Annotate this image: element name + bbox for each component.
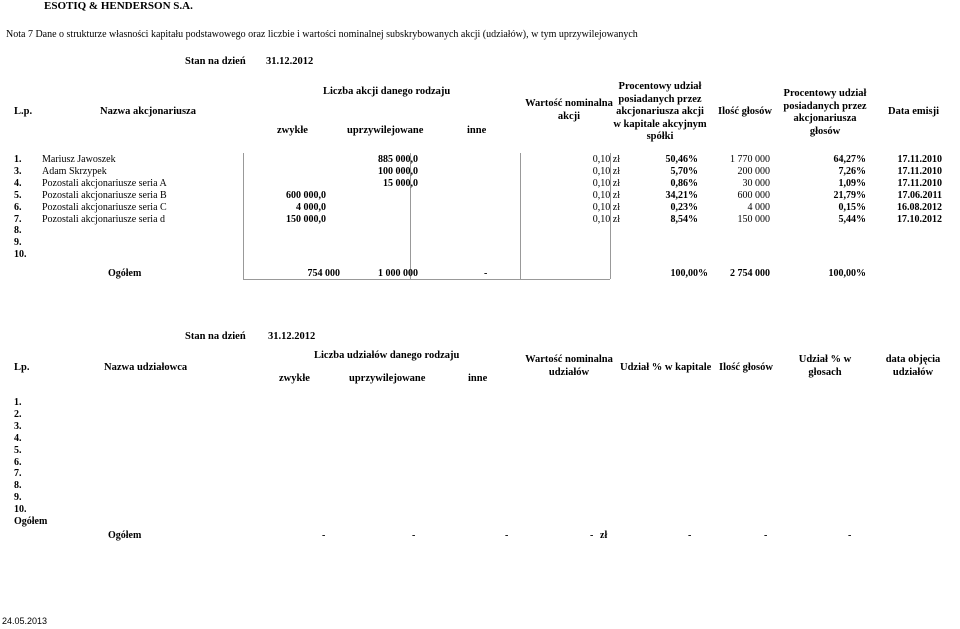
t1-cell-ilosc: 4 000: [747, 201, 770, 213]
t1-cell-name: Pozostali akcjonariusze seria B: [42, 189, 167, 201]
t1-cell-data: 17.11.2010: [897, 165, 942, 177]
t2-h-proc-gl: Udział % w głosach: [798, 354, 852, 378]
t1-cell-proc-kap: 0,86%: [670, 177, 698, 189]
t1-cell-name: Pozostali akcjonariusze seria A: [42, 177, 167, 189]
t2-total-label: Ogółem: [108, 530, 142, 541]
t1-cell-ilosc: 600 000: [737, 189, 770, 201]
t1-cell-wartosc: 0,10 zł: [592, 213, 620, 225]
table-row: 9.: [14, 492, 22, 504]
t2-h-uprz: uprzywilejowane: [349, 373, 426, 384]
t1-cell-uprz: 100 000,0: [378, 165, 418, 177]
table-row: 7.: [14, 468, 22, 480]
table-row: 4.: [14, 432, 22, 444]
table-row: 3.: [14, 420, 22, 432]
footer-date: 24.05.2013: [2, 616, 48, 626]
t2-h-wartosc: Wartość nominalna udziałów: [525, 354, 613, 378]
table-row: Ogółem: [14, 516, 48, 527]
t1-cell-proc-kap: 5,70%: [670, 165, 698, 177]
t1-h-zwykle: zwykłe: [277, 125, 308, 136]
t2-h-data: data objęcia udziałów: [885, 354, 941, 378]
t2-stan-date: 31.12.2012: [268, 331, 316, 342]
table-row: 5.: [14, 444, 22, 456]
t1-cell-proc-gl: 21,79%: [833, 189, 866, 201]
t1-cell-name: Adam Skrzypek: [42, 165, 107, 177]
t1-h-proc-gl: Procentowy udział posiadanych przez akcjonariusza głosów: [783, 88, 867, 137]
t2-total-uprz: -: [412, 530, 416, 541]
t1-h-group: Liczba akcji danego rodzaju: [323, 86, 451, 97]
t2-h-lp: Lp.: [14, 362, 30, 373]
table-row: 1.: [14, 397, 22, 408]
t1-cell-proc-gl: 0,15%: [838, 201, 866, 213]
t1-cell-name: Pozostali akcjonariusze seria C: [42, 201, 167, 213]
t1-total-proc-gl: 100,00%: [828, 268, 866, 279]
t1-total-ilosc: 2 754 000: [730, 268, 770, 279]
t1-cell-lp: 7.: [14, 213, 22, 225]
t1-h-data: Data emisji: [888, 106, 940, 117]
t1-stan-date: 31.12.2012: [266, 56, 314, 67]
table-row: 2.: [14, 408, 22, 420]
t2-total-wartosc: -: [590, 530, 594, 541]
t2-h-proc-kap: Udział % w kapitale: [620, 362, 712, 373]
t1-cell-data: 17.06.2011: [897, 189, 942, 201]
t1-cell-data: 17.11.2010: [897, 177, 942, 189]
t1-cell-data: 16.08.2012: [897, 201, 942, 213]
t1-cell-lp: 1.: [14, 154, 22, 165]
t2-h-name: Nazwa udziałowca: [104, 362, 188, 373]
t1-cell-uprz: 15 000,0: [383, 177, 418, 189]
t1-stan-label: Stan na dzień: [185, 56, 246, 67]
t1-cell-wartosc: 0,10 zł: [592, 165, 620, 177]
t1-h-wartosc: Wartość nominalna akcji: [525, 98, 613, 122]
t2-total-zwykle: -: [322, 530, 326, 541]
t1-cell-proc-gl: 64,27%: [833, 154, 866, 165]
t2-total-zl: zł: [600, 530, 608, 541]
t2-total-ilosc: -: [764, 530, 768, 541]
t2-total-inne: -: [505, 530, 509, 541]
t1-cell-ilosc: 200 000: [737, 165, 770, 177]
t1-cell-zwykle: 600 000,0: [286, 189, 326, 201]
t2-total-proc-kap: -: [688, 530, 692, 541]
t1-cell-name: Pozostali akcjonariusze seria d: [42, 213, 166, 225]
t1-total-uprz: 1 000 000: [378, 268, 418, 279]
t1-cell-wartosc: 0,10 zł: [592, 189, 620, 201]
t1-cell-data: 17.10.2012: [897, 213, 942, 225]
t1-cell-proc-kap: 0,23%: [670, 201, 698, 213]
t1-cell-lp: 10.: [14, 249, 27, 261]
t1-h-uprz: uprzywilejowane: [347, 125, 424, 136]
t2-h-group: Liczba udziałów danego rodzaju: [314, 350, 460, 361]
t1-cell-lp: 8.: [14, 225, 22, 237]
t1-cell-lp: 6.: [14, 201, 22, 213]
company-title: ESOTIQ & HENDERSON S.A.: [44, 0, 193, 12]
t1-h-proc-kap: Procentowy udział posiadanych przez akcjonariusza akcji w kapitale akcyjnym spółki: [613, 81, 707, 142]
t2-total-proc-gl: -: [848, 530, 852, 541]
t2-h-zwykle: zwykłe: [279, 373, 310, 384]
t2-h-ilosc: Ilość głosów: [719, 362, 773, 373]
t1-cell-proc-gl: 5,44%: [838, 213, 866, 225]
table-row: 6.: [14, 456, 22, 468]
t1-h-ilosc: Ilość głosów: [718, 106, 772, 117]
t1-total-proc-kap: 100,00%: [670, 268, 708, 279]
t1-cell-ilosc: 150 000: [737, 213, 770, 225]
t2-stan-label: Stan na dzień: [185, 331, 246, 342]
t1-cell-proc-kap: 8,54%: [670, 213, 698, 225]
t1-total-inne: -: [484, 268, 488, 279]
t1-cell-proc-kap: 34,21%: [665, 189, 698, 201]
t1-cell-wartosc: 0,10 zł: [592, 177, 620, 189]
t1-cell-zwykle: 4 000,0: [296, 201, 326, 213]
t1-cell-ilosc: 1 770 000: [730, 154, 770, 165]
t1-cell-zwykle: 150 000,0: [286, 213, 326, 225]
t1-cell-proc-gl: 1,09%: [838, 177, 866, 189]
t1-cell-proc-gl: 7,26%: [838, 165, 866, 177]
t1-h-name: Nazwa akcjonariusza: [100, 106, 196, 117]
t1-cell-lp: 4.: [14, 177, 22, 189]
t1-cell-lp: 9.: [14, 237, 22, 249]
t1-h-inne: inne: [467, 125, 487, 136]
t1-cell-wartosc: 0,10 zł: [592, 201, 620, 213]
t1-cell-wartosc: 0,10 zł: [592, 154, 620, 165]
table-row: 8.: [14, 480, 22, 492]
t1-total-label: Ogółem: [108, 268, 142, 279]
t1-cell-lp: 5.: [14, 189, 22, 201]
t2-h-inne: inne: [468, 373, 488, 384]
t1-cell-ilosc: 30 000: [742, 177, 770, 189]
t1-cell-proc-kap: 50,46%: [665, 154, 698, 165]
t1-cell-lp: 3.: [14, 165, 22, 177]
table-row: 10.: [14, 504, 27, 516]
note-title: Nota 7 Dane o strukturze własności kapitału podstawowego oraz liczbie i wartości nominalnej subskrybowanych akcji (udziałów), w tym uprzywilejowanych: [6, 29, 638, 40]
t1-total-zwykle: 754 000: [307, 268, 340, 279]
t1-cell-uprz: 885 000,0: [378, 154, 418, 165]
t1-h-lp: L.p.: [14, 106, 33, 117]
t1-cell-name: Mariusz Jawoszek: [42, 154, 116, 165]
t1-cell-data: 17.11.2010: [897, 154, 942, 165]
